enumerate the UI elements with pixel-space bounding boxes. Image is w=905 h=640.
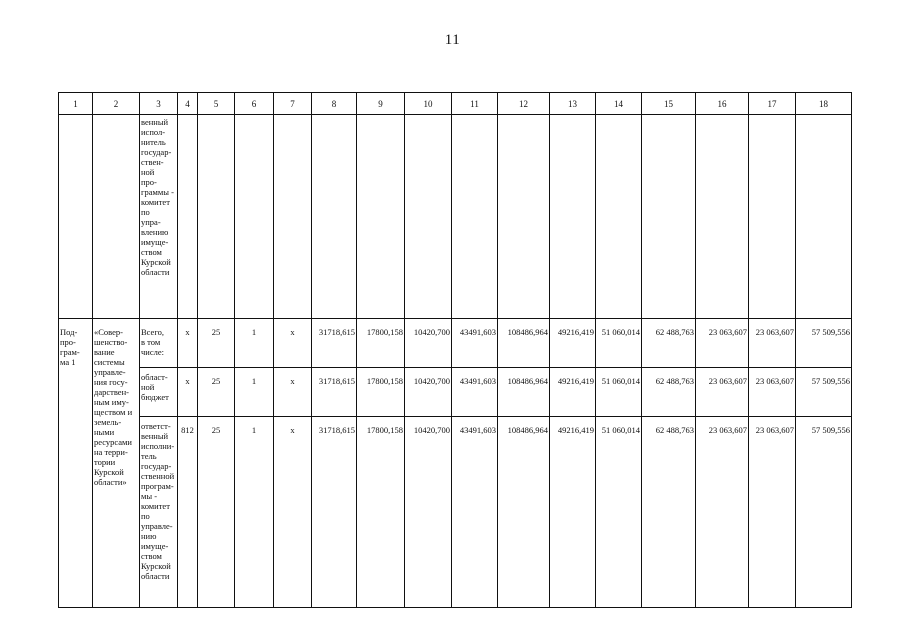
table-cell (274, 115, 312, 319)
table-cell (93, 115, 140, 319)
table-cell: 49216,419 (550, 417, 596, 608)
table-cell: 108486,964 (498, 319, 550, 368)
header-cell: 8 (312, 93, 357, 115)
table-cell: 51 060,014 (596, 319, 642, 368)
header-cell: 1 (59, 93, 93, 115)
table-cell: 1 (235, 368, 274, 417)
header-cell: 2 (93, 93, 140, 115)
continuation-row (59, 115, 852, 319)
table-cell: 43491,603 (452, 368, 498, 417)
table-cell: 23 063,607 (696, 319, 749, 368)
cell-text: ответст- венный исполни- тель государ- ственной програм- мы - комитет по управле- нию имуще- ством Курской области (141, 421, 175, 581)
header-cell: 15 (642, 93, 696, 115)
table-cell: x (178, 368, 198, 417)
table-cell: 57 509,556 (796, 319, 852, 368)
table-cell: 25 (198, 417, 235, 608)
table-cell: 108486,964 (498, 368, 550, 417)
funding-source-cell (140, 417, 178, 608)
budget-table (58, 92, 852, 608)
table-cell: x (274, 368, 312, 417)
table-cell: 17800,158 (357, 319, 405, 368)
table-cell: 10420,700 (405, 417, 452, 608)
table-cell: 62 488,763 (642, 417, 696, 608)
header-cell: 16 (696, 93, 749, 115)
header-cell: 3 (140, 93, 178, 115)
header-cell: 13 (550, 93, 596, 115)
header-row (59, 93, 852, 115)
table-cell: 23 063,607 (696, 417, 749, 608)
table-cell (357, 115, 405, 319)
subprogram-label-cell (59, 319, 93, 608)
header-cell: 7 (274, 93, 312, 115)
table-cell: 812 (178, 417, 198, 608)
header-cell: 18 (796, 93, 852, 115)
header-cell: 10 (405, 93, 452, 115)
header-cell: 17 (749, 93, 796, 115)
table-cell (312, 115, 357, 319)
table-cell: 23 063,607 (749, 319, 796, 368)
table-cell: 17800,158 (357, 417, 405, 608)
table-cell: 62 488,763 (642, 319, 696, 368)
table-cell: 25 (198, 368, 235, 417)
table-cell: 23 063,607 (749, 417, 796, 608)
cell-text: венный испол- нитель государ- ствен- ной про- граммы - комитет по упра- влению имуще- ством Курской области (141, 117, 174, 277)
header-cell: 12 (498, 93, 550, 115)
table-cell: x (274, 417, 312, 608)
funding-source-cell (140, 319, 178, 368)
page-number: 11 (444, 32, 461, 48)
table-cell (498, 115, 550, 319)
cell-text: Под- про- грам- ма 1 (60, 327, 80, 367)
table-cell (59, 115, 93, 319)
table-cell: 31718,615 (312, 368, 357, 417)
cell-text: Всего, в том числе: (141, 327, 164, 357)
funding-source-cell (140, 368, 178, 417)
table-cell (642, 115, 696, 319)
subprogram-name-cell (93, 319, 140, 608)
table-cell (596, 115, 642, 319)
table-cell: 31718,615 (312, 319, 357, 368)
table-cell: 62 488,763 (642, 368, 696, 417)
responsible-executor-cell (140, 115, 178, 319)
table-cell (796, 115, 852, 319)
table-cell: 31718,615 (312, 417, 357, 608)
table-cell: 57 509,556 (796, 368, 852, 417)
table-cell: 10420,700 (405, 368, 452, 417)
header-cell: 4 (178, 93, 198, 115)
header-cell: 5 (198, 93, 235, 115)
table-cell: 23 063,607 (749, 368, 796, 417)
table-row-total (59, 319, 852, 368)
table-cell: 17800,158 (357, 368, 405, 417)
table-cell (198, 115, 235, 319)
header-cell: 6 (235, 93, 274, 115)
table-cell: 49216,419 (550, 368, 596, 417)
table-cell: 57 509,556 (796, 417, 852, 608)
table-cell: x (178, 319, 198, 368)
table-cell: 108486,964 (498, 417, 550, 608)
table-cell (235, 115, 274, 319)
table-cell: 25 (198, 319, 235, 368)
table-cell: 51 060,014 (596, 368, 642, 417)
table-cell: 1 (235, 417, 274, 608)
table-cell (452, 115, 498, 319)
header-cell: 9 (357, 93, 405, 115)
cell-text: област- ной бюджет (141, 372, 169, 402)
table-row-regional-budget (59, 368, 852, 417)
header-cell: 11 (452, 93, 498, 115)
table-cell (696, 115, 749, 319)
table-cell (749, 115, 796, 319)
table-cell: 43491,603 (452, 417, 498, 608)
table-row-responsible-executor (59, 417, 852, 608)
table-cell: 49216,419 (550, 319, 596, 368)
table-cell: 43491,603 (452, 319, 498, 368)
table-cell: 10420,700 (405, 319, 452, 368)
table-cell (550, 115, 596, 319)
table-cell (178, 115, 198, 319)
header-cell: 14 (596, 93, 642, 115)
table-cell: 23 063,607 (696, 368, 749, 417)
table-cell: x (274, 319, 312, 368)
table-cell: 1 (235, 319, 274, 368)
table-cell: 51 060,014 (596, 417, 642, 608)
table-cell (405, 115, 452, 319)
cell-text: «Совер- шенство- вание системы управле- ния госу- дарствен- ным иму- ществом и земель- ными ресурсами на терри- тории Курской области» (94, 327, 133, 487)
